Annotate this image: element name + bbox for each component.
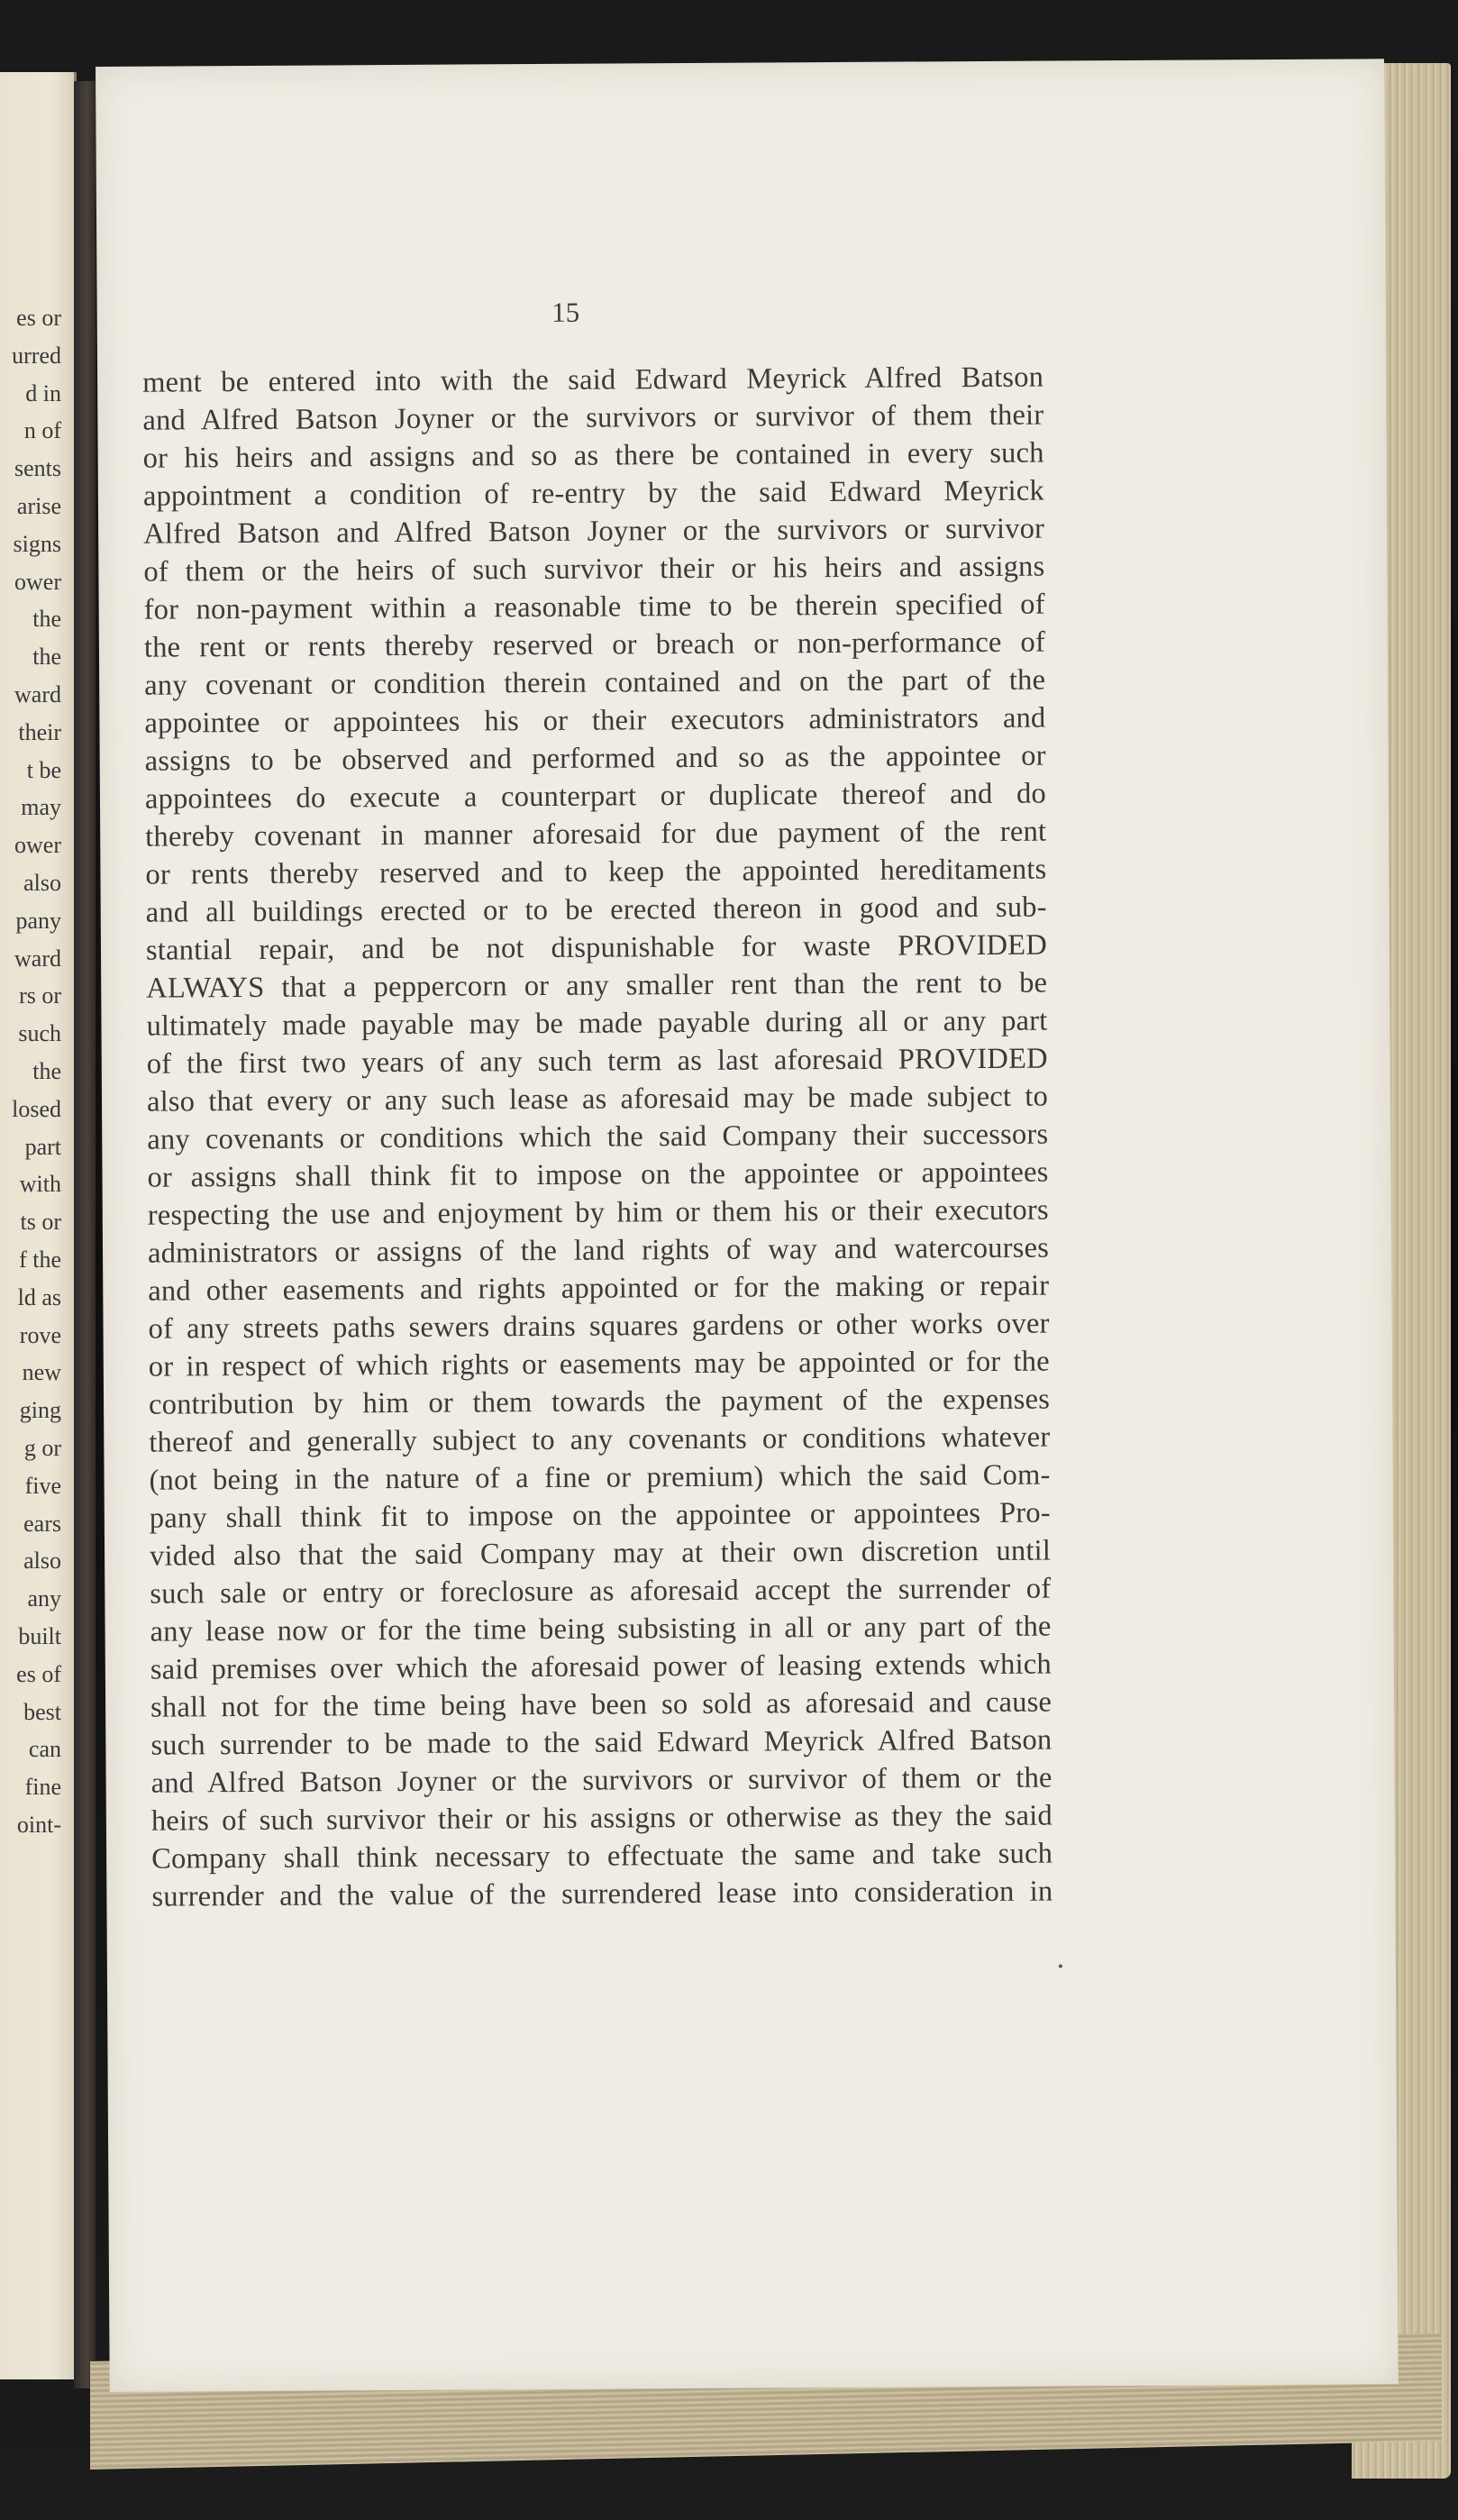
left-page-line-fragment: part	[24, 1133, 61, 1160]
left-page-line-fragment: d in	[25, 379, 61, 406]
left-page-line-fragment: es or	[16, 305, 61, 331]
left-page-line-fragment: built	[18, 1623, 61, 1649]
text-line: such sale or entry or foreclosure as aforesaid accept the surrender of	[150, 1572, 1052, 1611]
left-page-line-fragment: n of	[23, 417, 61, 444]
text-line: or assigns shall think fit to impose on the appointee or appointees	[147, 1155, 1049, 1194]
text-line: such surrender to be made to the said Edward Meyrick Alfred Batson	[150, 1723, 1052, 1762]
main-page	[96, 59, 1399, 2392]
text-line: of any streets paths sewers drains squares gardens or other works over	[148, 1307, 1050, 1346]
text-line: stantial repair, and be not dispunishable for waste PROVIDED	[145, 928, 1048, 967]
text-line: pany shall think fit to impose on the appointee or appointees Pro-	[149, 1496, 1051, 1535]
text-line: and all buildings erected or to be erected thereon in good and sub-	[145, 890, 1047, 929]
left-page-line-fragment: g or	[23, 1435, 61, 1461]
text-line: ALWAYS that a peppercorn or any smaller rent than the rent to be	[146, 966, 1048, 1005]
text-line: appointee or appointees his or their executors administrators and	[144, 701, 1046, 740]
text-line: or his heirs and assigns and so as there be contained in every such	[142, 436, 1044, 475]
left-facing-page	[0, 72, 77, 2379]
text-line: Company shall think necessary to effectuate the same and take such	[151, 1837, 1053, 1876]
left-page-line-fragment: such	[18, 1020, 61, 1047]
left-page-line-fragment: rs or	[19, 982, 61, 1009]
left-page-line-fragment: ts or	[20, 1209, 61, 1236]
text-line: any covenant or condition therein contained and on the part of the	[144, 663, 1046, 702]
text-line: and Alfred Batson Joyner or the survivors or survivor of them their	[142, 398, 1044, 437]
left-page-line-fragment: signs	[13, 530, 61, 557]
left-page-line-fragment: oint-	[16, 1812, 61, 1838]
left-page-line-fragment: the	[32, 644, 61, 671]
left-page-line-fragment: five	[24, 1472, 61, 1499]
left-page-line-fragment: pany	[15, 907, 61, 934]
text-line: contribution by him or them towards the payment of the expenses	[148, 1383, 1051, 1421]
text-line: respecting the use and enjoyment by him or them his or their executors	[147, 1193, 1049, 1232]
left-page-line-fragment: the	[32, 606, 61, 633]
text-line: or rents thereby reserved and to keep the appointed hereditaments	[145, 853, 1047, 891]
left-page-line-fragment: their	[18, 718, 61, 745]
text-line: appointment a condition of re-entry by the said Edward Meyrick	[142, 474, 1045, 513]
text-line: also that every or any such lease as aforesaid may be made subject to	[146, 1080, 1049, 1118]
left-page-line-fragment: any	[27, 1585, 61, 1612]
left-page-line-fragment: losed	[12, 1095, 61, 1122]
left-page-line-fragment: also	[23, 1548, 61, 1575]
text-line: thereby covenant in manner aforesaid for due payment of the rent	[145, 815, 1047, 854]
left-page-line-fragment: ward	[14, 945, 61, 972]
left-page-line-fragment: rove	[19, 1321, 61, 1348]
text-line: or in respect of which rights or easements may be appointed or for the	[148, 1345, 1050, 1383]
book-gutter	[74, 81, 96, 2388]
body-text	[142, 359, 1053, 1916]
left-page-line-fragment: t be	[26, 756, 61, 783]
text-line: and Alfred Batson Joyner or the survivors or survivor of them or the	[150, 1761, 1052, 1800]
left-page-line-fragment: es of	[16, 1660, 61, 1687]
left-page-line-fragment: sents	[14, 455, 61, 482]
text-line: vided also that the said Company may at their own discretion until	[149, 1534, 1052, 1573]
text-line: ultimately made payable may be made payable during all or any part	[146, 1004, 1048, 1043]
left-page-line-fragment: with	[19, 1171, 61, 1198]
left-page-line-fragment: may	[21, 794, 61, 821]
text-line: for non-payment within a reasonable time to be therein specified of	[143, 588, 1045, 626]
text-line: of the first two years of any such term as last aforesaid PROVIDED	[146, 1042, 1048, 1081]
text-line: and other easements and rights appointed or for the making or repair	[148, 1269, 1050, 1308]
text-line: of them or the heirs of such survivor their or his heirs and assigns	[143, 550, 1045, 589]
ink-speck	[1059, 1964, 1062, 1968]
left-page-line-fragment: ld as	[17, 1283, 61, 1310]
left-page-line-fragment: fine	[24, 1774, 61, 1801]
text-line: heirs of such survivor their or his assigns or otherwise as they the said	[150, 1799, 1052, 1838]
left-page-line-fragment: ower	[14, 832, 61, 859]
left-page-line-fragment: urred	[12, 342, 61, 369]
page-number: 15	[551, 296, 580, 328]
left-page-line-fragment: arise	[16, 493, 61, 519]
left-page-line-fragment: new	[22, 1359, 61, 1386]
text-line: said premises over which the aforesaid power of leasing extends which	[150, 1648, 1052, 1686]
text-line: (not being in the nature of a fine or premium) which the said Com-	[149, 1458, 1051, 1497]
text-line: surrender and the value of the surrendered lease into consideration in	[151, 1875, 1053, 1913]
text-line: shall not for the time being have been so sold as aforesaid and cause	[150, 1685, 1052, 1724]
text-line: appointees do execute a counterpart or duplicate thereof and do	[144, 777, 1047, 816]
left-page-line-fragment: can	[28, 1736, 61, 1763]
text-line: thereof and generally subject to any covenants or conditions whatever	[149, 1420, 1051, 1459]
text-line: assigns to be observed and performed and so as the appointee or	[144, 739, 1046, 778]
left-page-line-fragment: the	[32, 1058, 61, 1084]
text-line: the rent or rents thereby reserved or breach or non-performance of	[143, 625, 1046, 664]
text-line: any lease now or for the time being subsisting in all or any part of the	[150, 1610, 1052, 1648]
text-line: administrators or assigns of the land rights of way and watercourses	[147, 1231, 1050, 1270]
left-page-line-fragment: also	[23, 870, 61, 896]
text-line: any covenants or conditions which the said Company their successors	[147, 1118, 1049, 1156]
text-line: Alfred Batson and Alfred Batson Joyner or the survivors or survivor	[143, 512, 1045, 551]
left-page-line-fragment: ward	[14, 681, 61, 708]
left-page-line-fragment: ging	[19, 1397, 61, 1424]
left-page-line-fragment: f the	[19, 1246, 61, 1273]
left-page-line-fragment: ears	[23, 1510, 61, 1537]
text-line: ment be entered into with the said Edward Meyrick Alfred Batson	[142, 361, 1044, 399]
left-page-line-fragment: best	[23, 1698, 61, 1725]
left-page-line-fragment: ower	[14, 568, 61, 595]
